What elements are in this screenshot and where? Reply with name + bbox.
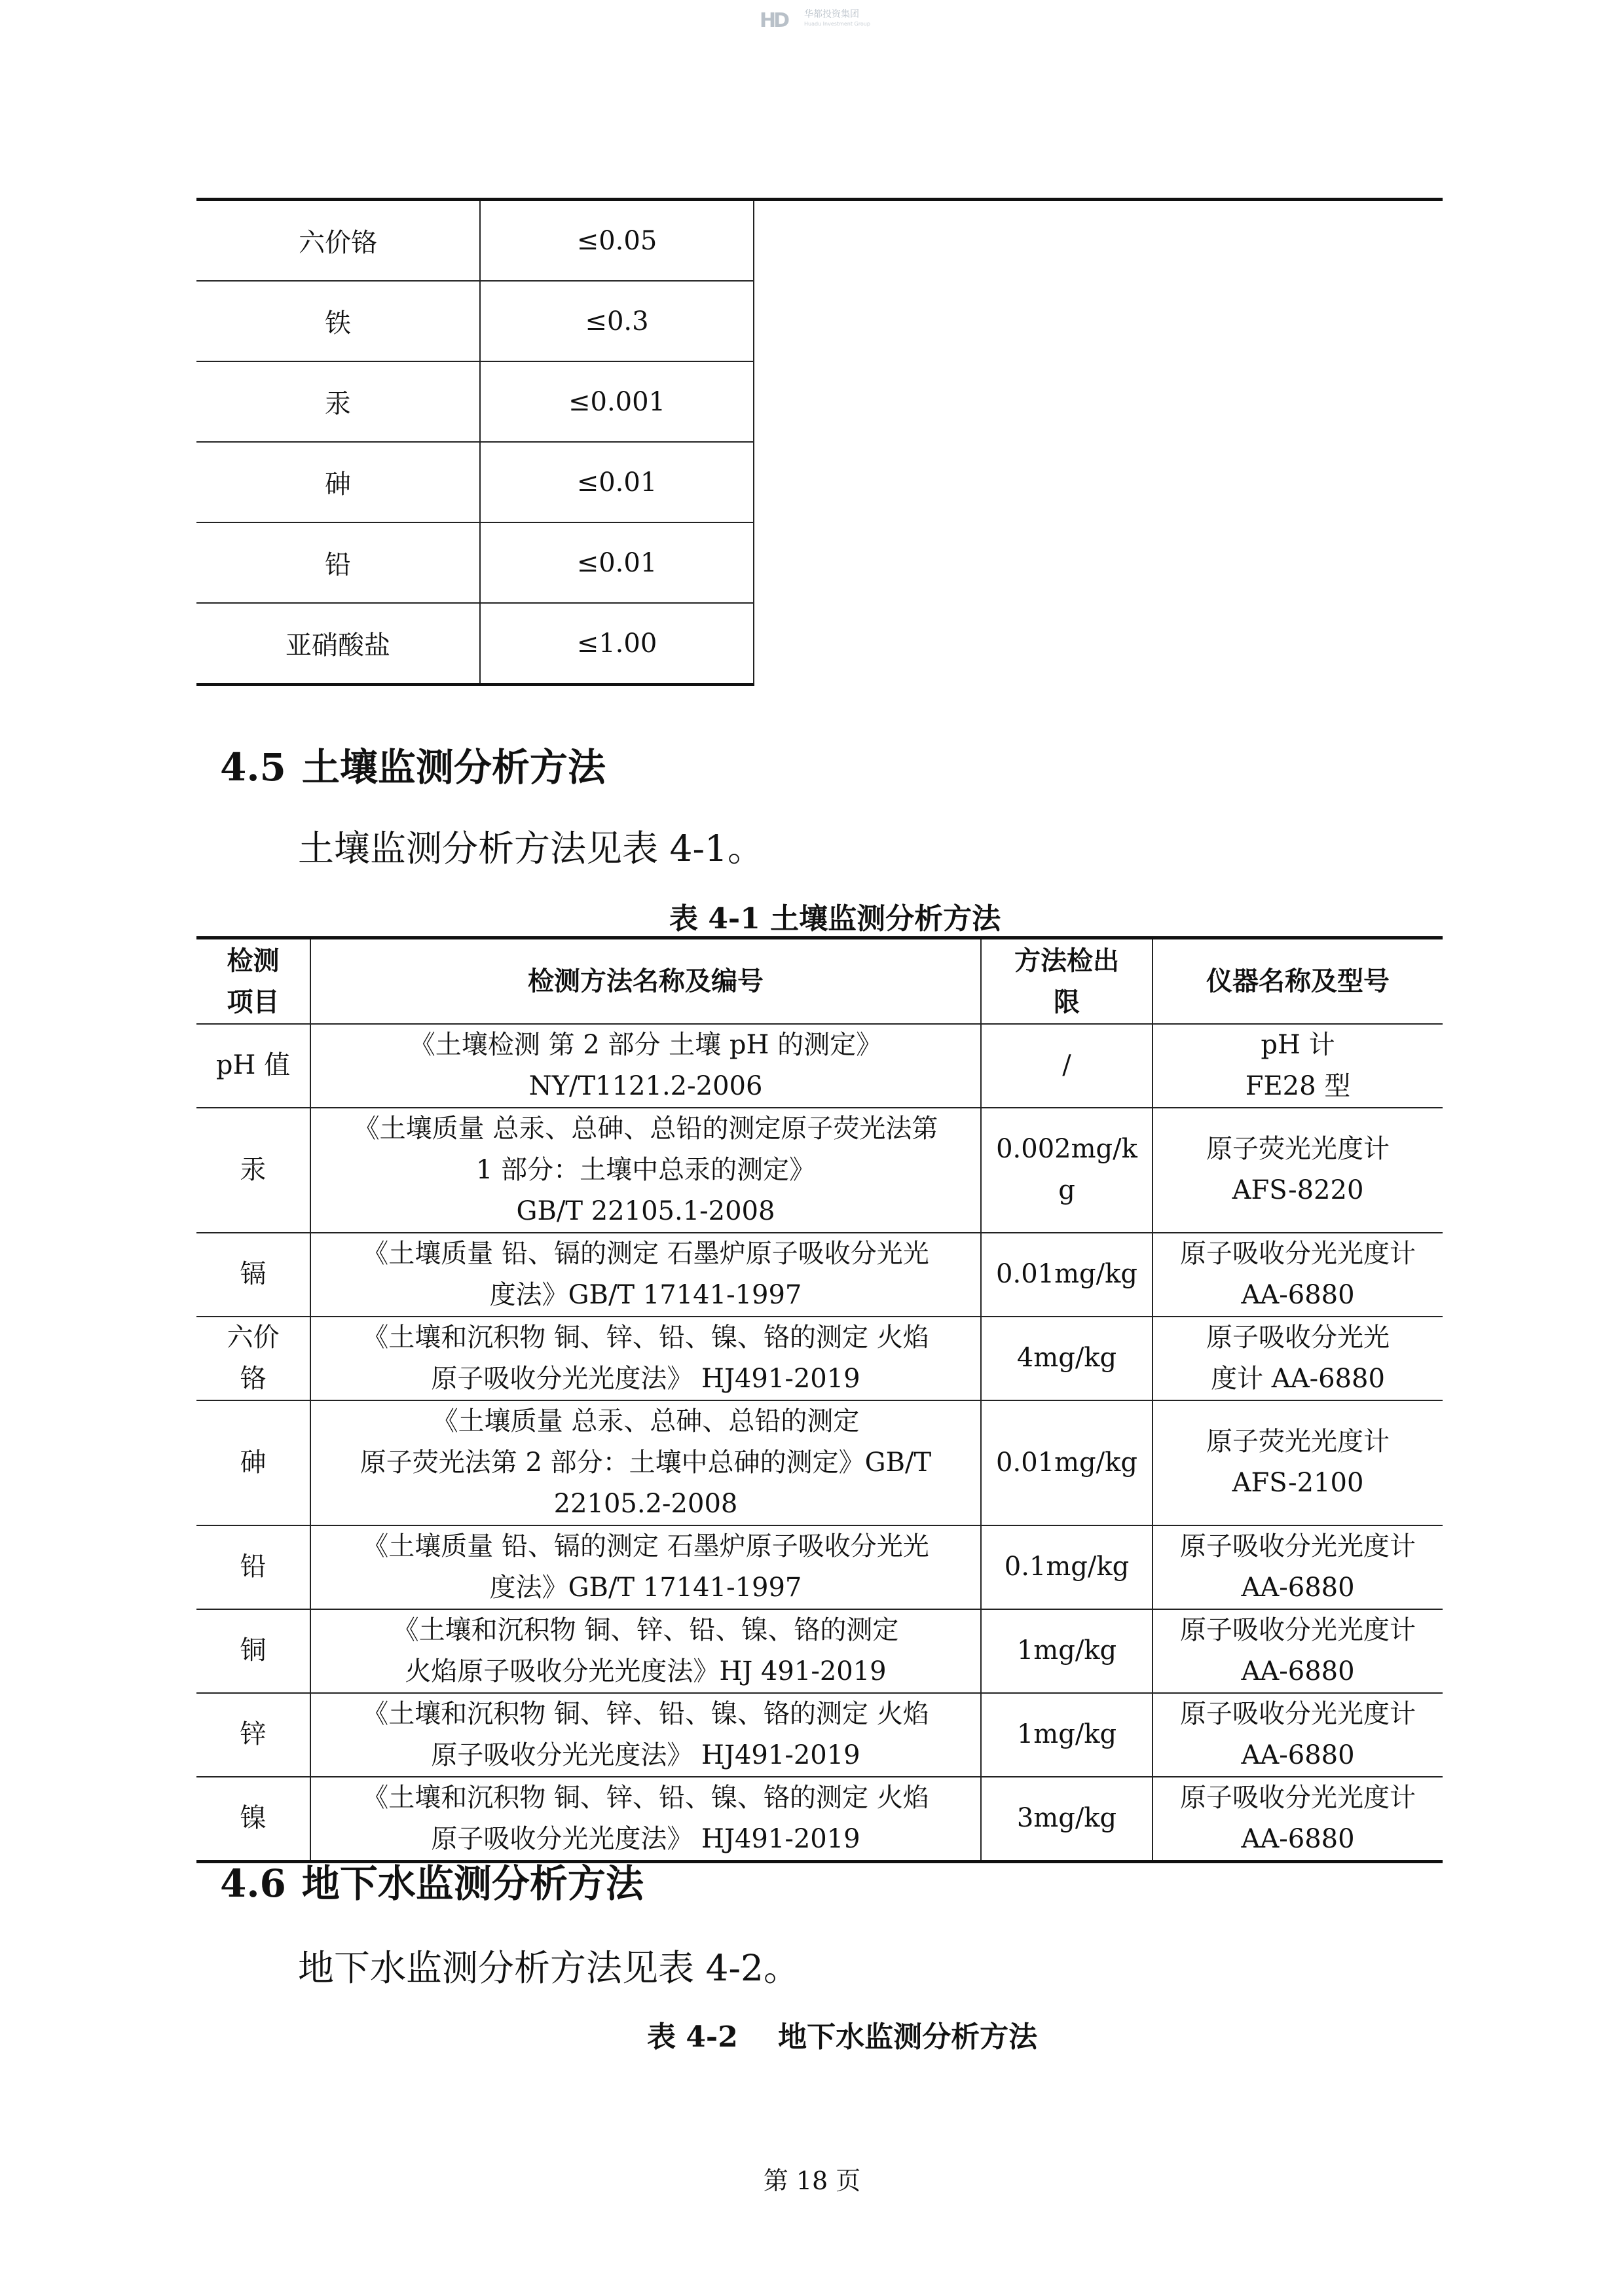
instrument: 原子荧光光度计 AFS-8220: [1153, 1108, 1443, 1233]
test-item: 锌: [196, 1693, 310, 1777]
table-row: [196, 1693, 1443, 1777]
detection-limit: 0.002mg/k g: [981, 1108, 1153, 1233]
page-number: 第 18 页: [763, 2166, 861, 2195]
detection-limit: 0.1mg/kg: [981, 1525, 1153, 1609]
limit-value: ≤0.001: [480, 361, 754, 442]
limit-item: 铅: [196, 522, 480, 603]
limit-value: ≤0.01: [480, 522, 754, 603]
method-name: 《土壤和沉积物 铜、锌、铅、镍、铬的测定 火焰 原子吸收分光光度法》 HJ491-2019: [310, 1317, 981, 1400]
detection-limit: 3mg/kg: [981, 1777, 1153, 1862]
method-name: 《土壤质量 铅、镉的测定 石墨炉原子吸收分光光 度法》GB/T 17141-1997: [310, 1525, 981, 1609]
method-name: 《土壤质量 总汞、总砷、总铅的测定原子荧光法第 1 部分：土壤中总汞的测定》 GB/T 22105.1-2008: [310, 1108, 981, 1233]
table-row: [196, 1108, 1443, 1233]
detection-limit: /: [981, 1024, 1153, 1108]
instrument: 原子吸收分光光 度计 AA-6880: [1153, 1317, 1443, 1400]
method-name: 《土壤质量 铅、镉的测定 石墨炉原子吸收分光光 度法》GB/T 17141-1997: [310, 1233, 981, 1317]
test-item: 六价 铬: [196, 1317, 310, 1400]
method-name: 《土壤质量 总汞、总砷、总铅的测定 原子荧光法第 2 部分：土壤中总砷的测定》GB/T 22105.2-2008: [310, 1400, 981, 1525]
soil-methods-table: [196, 936, 1443, 1863]
company-logo: [760, 4, 870, 33]
instrument: pH 计 FE28 型: [1153, 1024, 1443, 1108]
column-header: 仪器名称及型号: [1153, 938, 1443, 1024]
table-row: [196, 1400, 1443, 1525]
instrument: 原子吸收分光光度计 AA-6880: [1153, 1777, 1443, 1862]
limit-value: ≤0.05: [480, 200, 754, 282]
instrument: 原子吸收分光光度计 AA-6880: [1153, 1609, 1443, 1693]
test-item: 铜: [196, 1609, 310, 1693]
section-intro-4-5: 土壤监测分析方法见表 4-1。: [298, 828, 764, 869]
limit-item: 六价铬: [196, 200, 480, 282]
detection-limit: 0.01mg/kg: [981, 1400, 1153, 1525]
method-name: 《土壤和沉积物 铜、锌、铅、镍、铬的测定 火焰 原子吸收分光光度法》 HJ491-2019: [310, 1777, 981, 1862]
table-row: [196, 1777, 1443, 1862]
test-item: 镉: [196, 1233, 310, 1317]
section-intro-4-6: 地下水监测分析方法见表 4-2。: [298, 1947, 800, 1989]
test-item: 汞: [196, 1108, 310, 1233]
test-item: 镍: [196, 1777, 310, 1862]
limit-value: ≤0.3: [480, 281, 754, 361]
table-row: [196, 1024, 1443, 1108]
detection-limit: 0.01mg/kg: [981, 1233, 1153, 1317]
detection-limit: 4mg/kg: [981, 1317, 1153, 1400]
method-name: 《土壤检测 第 2 部分 土壤 pH 的测定》 NY/T1121.2-2006: [310, 1024, 981, 1108]
water-limits-table: [196, 198, 1443, 686]
section-title: 地下水监测分析方法: [301, 1861, 644, 1906]
logo-name-en: Huadu Investment Group: [804, 21, 870, 27]
limit-item: 亚硝酸盐: [196, 603, 480, 685]
instrument: 原子吸收分光光度计 AA-6880: [1153, 1233, 1443, 1317]
instrument: 原子吸收分光光度计 AA-6880: [1153, 1525, 1443, 1609]
limit-item: 汞: [196, 361, 480, 442]
section-heading-4-5: [220, 737, 606, 792]
limit-value: ≤1.00: [480, 603, 754, 685]
method-name: 《土壤和沉积物 铜、锌、铅、镍、铬的测定 火焰原子吸收分光光度法》HJ 491-2019: [310, 1609, 981, 1693]
logo-name-cn: 华都投资集团: [804, 9, 859, 20]
column-header: 检测方法名称及编号: [310, 938, 981, 1024]
column-header: 检测 项目: [196, 938, 310, 1024]
section-number: 4.5: [220, 745, 286, 790]
table-caption-4-2: 表 4-2 地下水监测分析方法: [647, 2020, 1038, 2054]
section-heading-4-6: [220, 1853, 644, 1908]
instrument: 原子吸收分光光度计 AA-6880: [1153, 1693, 1443, 1777]
test-item: pH 值: [196, 1024, 310, 1108]
limit-value: ≤0.01: [480, 442, 754, 522]
method-name: 《土壤和沉积物 铜、锌、铅、镍、铬的测定 火焰 原子吸收分光光度法》 HJ491-2019: [310, 1693, 981, 1777]
detection-limit: 1mg/kg: [981, 1693, 1153, 1777]
test-item: 砷: [196, 1400, 310, 1525]
limit-item: 铁: [196, 281, 480, 361]
table-row: [196, 1609, 1443, 1693]
section-title: 土壤监测分析方法: [301, 745, 606, 790]
empty-cell: [754, 200, 1443, 685]
detection-limit: 1mg/kg: [981, 1609, 1153, 1693]
section-number: 4.6: [220, 1861, 286, 1906]
limit-item: 砷: [196, 442, 480, 522]
test-item: 铅: [196, 1525, 310, 1609]
table-caption-4-1: 表 4-1 土壤监测分析方法: [669, 902, 1001, 936]
table-header-row: [196, 938, 1443, 1024]
instrument: 原子荧光光度计 AFS-2100: [1153, 1400, 1443, 1525]
table-row: [196, 1317, 1443, 1400]
table-row: [196, 1233, 1443, 1317]
column-header: 方法检出 限: [981, 938, 1153, 1024]
table-row: [196, 1525, 1443, 1609]
hd-logo-icon: HD: [760, 9, 788, 32]
table-row: [196, 200, 1443, 282]
